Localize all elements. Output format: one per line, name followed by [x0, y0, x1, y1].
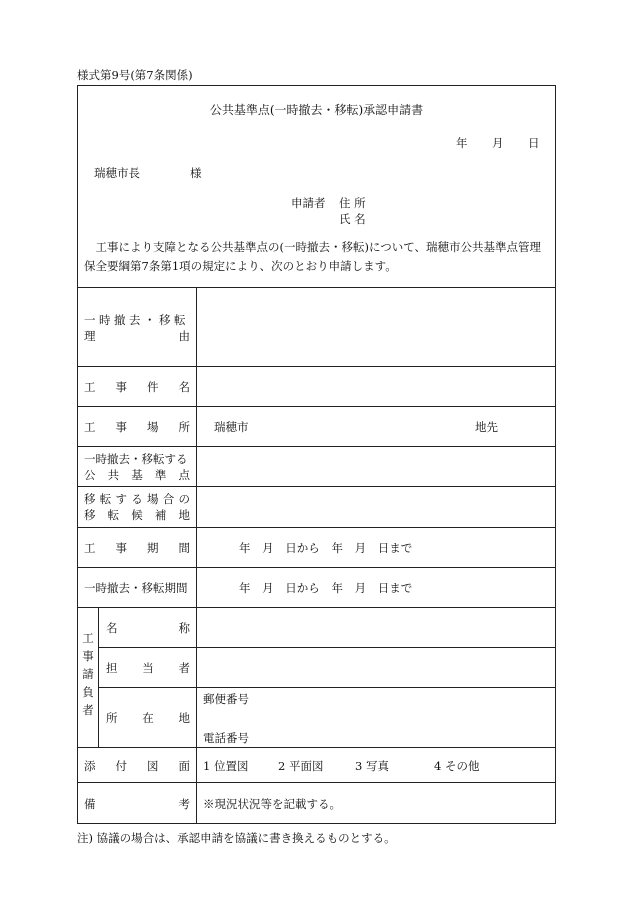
benchmark-label-line1: 一時撤去・移転する [84, 452, 188, 466]
label-char: す [115, 492, 127, 506]
label-char: 添 [84, 759, 96, 773]
label-char: 付 [115, 759, 127, 773]
label-char: 事 [82, 649, 94, 663]
form-title: 公共基準点(一時撤去・移転)承認申請書 [209, 103, 424, 117]
label-char: 所 [178, 420, 190, 434]
column-divider [98, 607, 99, 747]
attachments-label [84, 758, 190, 774]
label-char: 者 [82, 703, 94, 717]
reason-line2-right: 由 [178, 329, 190, 343]
footnote: 注) 協議の場合は、承認申請を協議に書き換えるものとする。 [77, 831, 396, 845]
work-name-label [84, 379, 190, 395]
divider [98, 687, 556, 688]
contractor-manager-label [106, 660, 190, 676]
applicant-label: 申請者 [291, 196, 326, 210]
contractor-manager-field[interactable] [197, 648, 555, 686]
addressee-mayor: 瑞穂市長 [94, 166, 140, 180]
label-char: 面 [178, 759, 190, 773]
label-char: 名 [106, 621, 118, 635]
contractor-postal-label: 郵便番号 [203, 692, 249, 706]
label-char: 転 [99, 492, 112, 506]
contractor-label [80, 630, 96, 718]
label-char: 請 [82, 667, 94, 681]
label-char: 図 [147, 759, 159, 773]
label-char: 基 [131, 468, 143, 482]
remarks-value: ※現況状況等を記載する。 [203, 797, 341, 811]
reason-label-line2 [84, 328, 190, 344]
label-char: 名 [178, 380, 190, 394]
divider [77, 567, 556, 568]
label-char: 地 [178, 508, 190, 522]
label-char: 場 [147, 420, 159, 434]
applicant-name-label: 氏 名 [339, 212, 366, 226]
label-char: 候 [131, 508, 143, 522]
work-period-label [84, 540, 190, 556]
reason-label-line1 [84, 312, 190, 328]
label-char: 者 [178, 661, 190, 675]
label-char: 共 [107, 468, 120, 482]
relocation-label-line1 [84, 491, 190, 507]
contractor-address-label [106, 710, 190, 726]
label-char: 工 [84, 420, 96, 434]
label-char: 担 [106, 661, 118, 675]
label-char: 地 [178, 711, 190, 725]
label-char: 工 [84, 541, 96, 555]
label-char: 工 [84, 380, 96, 394]
label-char: 事 [115, 420, 127, 434]
label-char: 準 [154, 468, 167, 482]
addressee-sama: 様 [190, 166, 202, 180]
date-year: 年 [456, 136, 468, 150]
work-site-field[interactable] [254, 407, 469, 445]
label-char: 称 [178, 621, 190, 635]
attachment-item-2: 2 平面図 [278, 759, 324, 773]
label-char: 点 [178, 468, 190, 482]
reason-line2-left: 理 [84, 329, 96, 343]
label-char: 備 [84, 797, 96, 811]
label-char: 合 [162, 492, 175, 506]
label-char: 公 [84, 468, 96, 482]
benchmark-field[interactable] [197, 447, 555, 485]
work-site-label [84, 419, 190, 435]
work-site-suffix: 地先 [475, 420, 498, 434]
label-char: 期 [147, 541, 159, 555]
attachment-item-4: 4 その他 [434, 759, 480, 773]
label-char: 在 [142, 711, 154, 725]
label-char: 考 [178, 797, 190, 811]
label-char: 事 [115, 380, 127, 394]
form-id: 様式第9号(第7条関係) [77, 68, 193, 82]
divider [77, 782, 556, 783]
label-char: 補 [154, 508, 167, 522]
benchmark-label-line2 [84, 467, 190, 483]
work-site-city: 瑞穂市 [214, 420, 249, 434]
attachment-item-1: 1 位置図 [203, 759, 249, 773]
work-period-value[interactable]: 年 月 日から 年 月 日まで [239, 541, 413, 555]
label-char: 転 [107, 508, 120, 522]
relocation-label-line2 [84, 507, 190, 523]
removal-period-label: 一時撤去・移転期間 [84, 581, 188, 595]
reason-field[interactable] [197, 288, 555, 365]
label-char: 工 [82, 631, 94, 645]
label-char: る [131, 492, 143, 506]
date-day: 日 [528, 136, 540, 150]
remarks-label [84, 796, 190, 812]
label-char: 当 [142, 661, 154, 675]
applicant-address-label: 住 所 [339, 196, 366, 210]
contractor-name-label [106, 620, 190, 636]
label-char: 負 [82, 685, 94, 699]
reason-line1-text: 一時撤去・移転 [84, 313, 189, 327]
work-name-field[interactable] [197, 367, 555, 405]
label-char: の [178, 492, 190, 506]
removal-period-value[interactable]: 年 月 日から 年 月 日まで [239, 581, 413, 595]
divider [77, 747, 556, 748]
label-char: 移 [84, 508, 96, 522]
attachment-item-3: 3 写真 [355, 759, 389, 773]
label-char: 移 [84, 492, 96, 506]
label-char: 所 [106, 711, 118, 725]
relocation-field[interactable] [197, 487, 555, 526]
date-month: 月 [492, 136, 504, 150]
divider [77, 527, 556, 528]
label-char: 事 [115, 541, 127, 555]
label-char: 件 [147, 380, 159, 394]
label-char: 場 [147, 492, 159, 506]
label-char: 間 [178, 541, 190, 555]
contractor-phone-label: 電話番号 [203, 731, 249, 745]
intro-text: 工事により支障となる公共基準点の(一時撤去・移転)について、瑞穂市公共基準点管理保全要綱第7条第1項の規定により、次のとおり申請します。 [84, 240, 542, 273]
contractor-name-field[interactable] [197, 608, 555, 646]
